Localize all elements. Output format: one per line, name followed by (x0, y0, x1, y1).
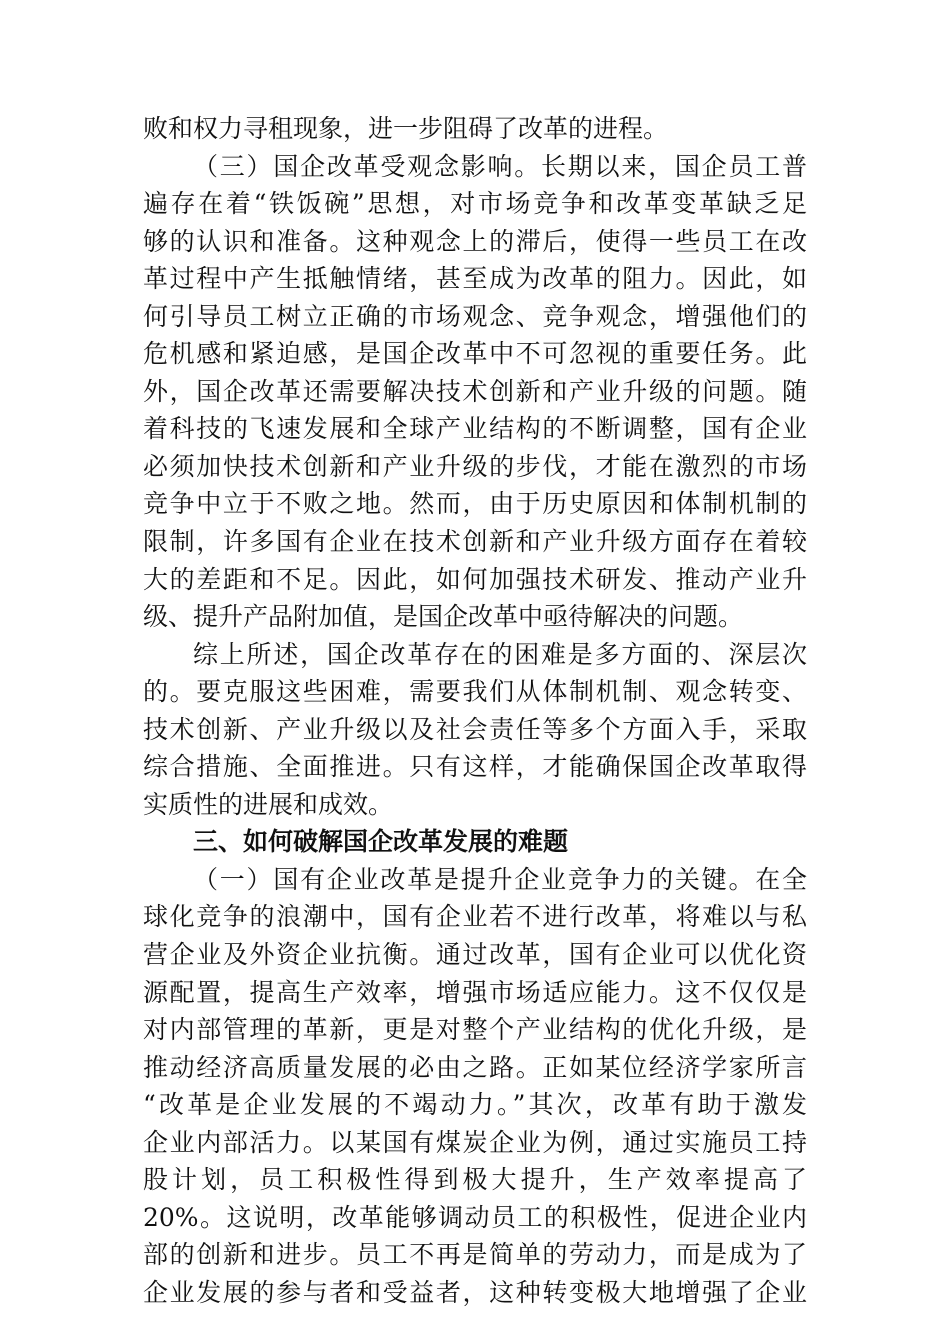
body-text-line: 革过程中产生抵触情绪，甚至成为改革的阻力。因此，如 (143, 264, 807, 294)
body-text-line: 何引导员工树立正确的市场观念、竞争观念，增强他们的 (143, 301, 807, 331)
body-text-line: “改革是企业发展的不竭动力。”其次，改革有助于激发 (143, 1090, 807, 1120)
body-text-line: 对内部管理的革新，更是对整个产业结构的优化升级，是 (143, 1015, 807, 1045)
body-text-line: 球化竞争的浪潮中，国有企业若不进行改革，将难以与私 (143, 902, 807, 932)
body-text-line: 企业内部活力。以某国有煤炭企业为例，通过实施员工持 (143, 1127, 807, 1157)
body-text-line: 源配置，提高生产效率，增强市场适应能力。这不仅仅是 (143, 977, 807, 1007)
body-text-line: 限制，许多国有企业在技术创新和产业升级方面存在着较 (143, 527, 807, 557)
paragraph-heading-line: （一）国有企业改革是提升企业竞争力的关键。在全 (193, 864, 807, 894)
body-text-line: 的。要克服这些困难，需要我们从体制机制、观念转变、 (143, 677, 807, 707)
body-text-line: 营企业及外资企业抗衡。通过改革，国有企业可以优化资 (143, 940, 807, 970)
body-text-line: 够的认识和准备。这种观念上的滞后，使得一些员工在改 (143, 226, 807, 256)
body-text-line: 企业发展的参与者和受益者，这种转变极大地增强了企业 (143, 1277, 807, 1307)
body-text-line: 实质性的进展和成效。 (143, 789, 394, 819)
body-text-line: 技术创新、产业升级以及社会责任等多个方面入手，采取 (143, 714, 807, 744)
body-text-line: 20%。这说明，改革能够调动员工的积极性，促进企业内 (143, 1202, 807, 1232)
body-text-line: 级、提升产品附加值，是国企改革中亟待解决的问题。 (143, 602, 744, 632)
body-text-line: 危机感和紧迫感，是国企改革中不可忽视的重要任务。此 (143, 339, 807, 369)
body-text-line: 综上所述，国企改革存在的困难是多方面的、深层次 (193, 639, 807, 669)
document-page (143, 110, 807, 1312)
body-text-line: 外，国企改革还需要解决技术创新和产业升级的问题。随 (143, 376, 807, 406)
section-heading: 三、如何破解国企改革发展的难题 (193, 827, 569, 857)
body-text-line: 竞争中立于不败之地。然而，由于历史原因和体制机制的 (143, 489, 807, 519)
body-text-line: 部的创新和进步。员工不再是简单的劳动力，而是成为了 (143, 1240, 807, 1270)
body-text-line: 着科技的飞速发展和全球产业结构的不断调整，国有企业 (143, 414, 807, 444)
body-text-line: 推动经济高质量发展的必由之路。正如某位经济学家所言 (143, 1052, 807, 1082)
body-text-line: 必须加快技术创新和产业升级的步伐，才能在激烈的市场 (143, 451, 807, 481)
body-text-line: 大的差距和不足。因此，如何加强技术研发、推动产业升 (143, 564, 807, 594)
paragraph-heading-line: （三）国企改革受观念影响。长期以来，国企员工普 (193, 151, 807, 181)
body-text-line: 综合措施、全面推进。只有这样，才能确保国企改革取得 (143, 752, 807, 782)
body-text-line: 股计划，员工积极性得到极大提升，生产效率提高了 (143, 1165, 807, 1195)
body-text-line: 败和权力寻租现象，进一步阻碍了改革的进程。 (143, 114, 669, 143)
body-text-line: 遍存在着“铁饭碗”思想，对市场竞争和改革变革缺乏足 (143, 189, 807, 219)
